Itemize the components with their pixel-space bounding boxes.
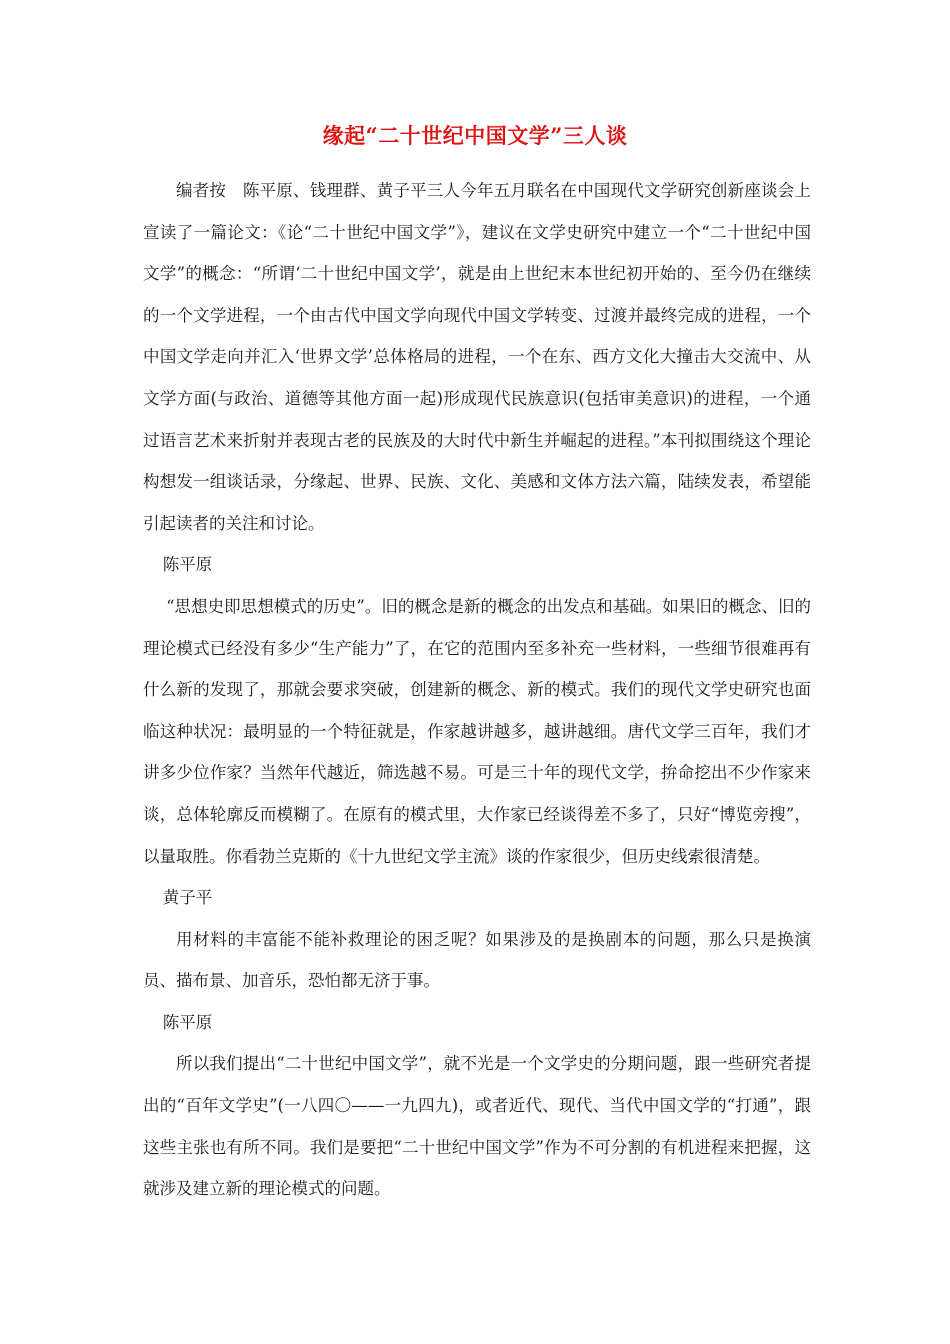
speaker-label: 黄子平 [162, 888, 213, 908]
page-title: 缘起“二十世纪中国文学”三人谈 [322, 123, 628, 148]
speaker-label: 陈平原 [162, 1012, 213, 1032]
dialogue-paragraph: 用材料的丰富能不能补救理论的困乏呢？如果涉及的是换剧本的问题，那么只是换演员、描布景、加音乐，恐怕都无济于事。 [143, 929, 811, 991]
speaker-label: 陈平原 [162, 555, 213, 575]
editor-note-paragraph: 编者按 陈平原、钱理群、黄子平三人今年五月联名在中国现代文学研究创新座谈会上宣读了一篇论文：《论“二十世纪中国文学”》，建议在文学史研究中建立一个“二十世纪中国文学”的概念：“所谓‘二十世纪中国文学’，就是由上世纪末本世纪初开始的、至今仍在继续的一个文学进程，一个由古代中国文学向现代中国文学转变、过渡并最终完成的进程，一个中国文学走向并汇入‘世界文学’总体格局的进程，一个在东、西方文化大撞击大交流中、从文学方面(与政治、道德等其他方面一起)形成现代民族意识(包括审美意识)的进程，一个通过语言艺术来折射并表现古老的民族及的大时代中新生并崛起的进程。”本刊拟围绕这个理论构想发一组谈话录，分缘起、世界、民族、文化、美感和文体方法六篇，陆续发表，希望能引起读者的关注和讨论。 [143, 181, 811, 533]
article-body [143, 170, 811, 1210]
dialogue-paragraph: 所以我们提出“二十世纪中国文学”，就不光是一个文学史的分期问题，跟一些研究者提出的“百年文学史”(一八四〇——一九四九)，或者近代、现代、当代中国文学的“打通”，跟这些主张也有所不同。我们是要把“二十世纪中国文学”作为不可分割的有机进程来把握，这就涉及建立新的理论模式的问题。 [143, 1054, 811, 1199]
dialogue-paragraph: “思想史即思想模式的历史”。旧的概念是新的概念的出发点和基础。如果旧的概念、旧的理论模式已经没有多少“生产能力”了，在它的范围内至多补充一些材料，一些细节很难再有什么新的发现了，那就会要求突破，创建新的概念、新的模式。我们的现代文学史研究也面临这种状况：最明显的一个特征就是，作家越讲越多，越讲越细。唐代文学三百年，我们才讲多少位作家？当然年代越近，筛选越不易。可是三十年的现代文学，拚命挖出不少作家来谈，总体轮廓反而模糊了。在原有的模式里，大作家已经谈得差不多了，只好“博览旁搜”，以量取胜。你看勃兰克斯的《十九世纪文学主流》谈的作家很少，但历史线索很清楚。 [143, 596, 811, 866]
